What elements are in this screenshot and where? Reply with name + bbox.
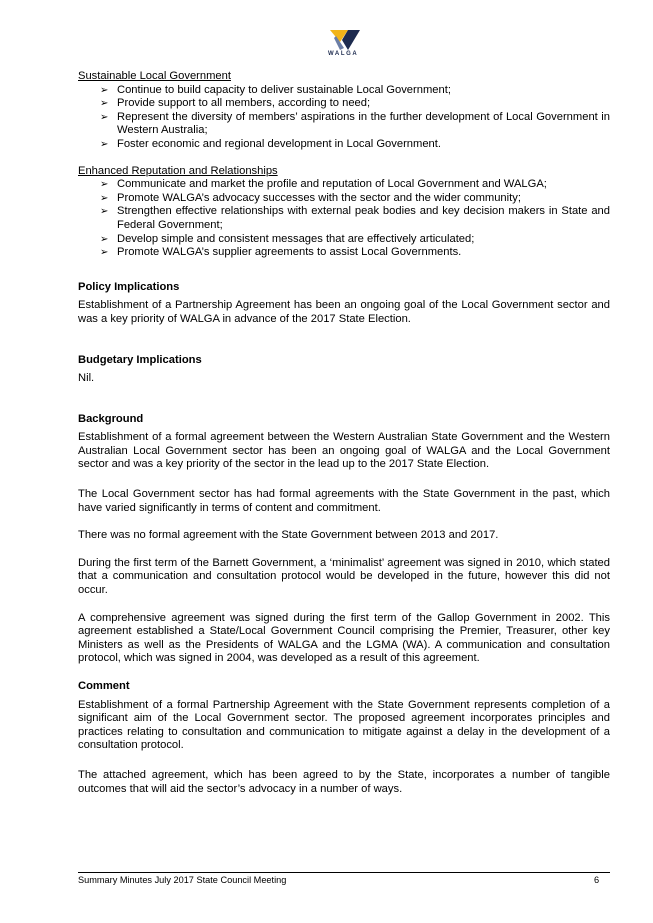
list-item: ➢ Communicate and market the profile and reputation of Local Government and WALGA; xyxy=(100,178,547,191)
list-item: ➢ Strengthen effective relationships with external peak bodies and key decision makers in State and Federal Government; xyxy=(100,205,610,231)
sustainable-list xyxy=(78,84,610,152)
heading-policy-implications: Policy Implications xyxy=(78,280,180,293)
background-paragraph: During the first term of the Barnett Government, a ‘minimalist’ agreement was signed in 2010, which stated that a communication and consultation protocol would be developed in the future, however this did not occur. xyxy=(78,556,610,597)
background-paragraph: There was no formal agreement with the State Government between 2013 and 2017. xyxy=(78,529,499,542)
background-paragraph: A comprehensive agreement was signed during the first term of the Gallop Government in 2002. This agreement established a State/Local Government Council comprising the Premier, Treasurer, other key Ministers as well as the Presidents of WALGA and the LGMA (WA). A communication and consultation protocol, which was signed in 2004, was developed as a result of this agreement. xyxy=(78,611,610,665)
arrow-bullet-icon: ➢ xyxy=(100,233,109,245)
list-item: ➢ Represent the diversity of members’ aspirations in the further development of Local Government in Western Australia; xyxy=(100,110,610,137)
arrow-bullet-icon: ➢ xyxy=(100,98,109,110)
policy-text: Establishment of a Partnership Agreement has been an ongoing goal of the Local Government sector and was a key priority of WALGA in advance of the 2017 State Election. xyxy=(78,299,610,325)
arrow-bullet-icon: ➢ xyxy=(100,206,109,218)
arrow-bullet-icon: ➢ xyxy=(100,179,109,191)
arrow-bullet-icon: ➢ xyxy=(100,111,109,123)
comment-paragraph: The attached agreement, which has been agreed to by the State, incorporates a number of tangible outcomes that will aid the sector’s advocacy in a number of ways. xyxy=(78,768,610,795)
arrow-bullet-icon: ➢ xyxy=(100,192,109,204)
list-item: ➢ Foster economic and regional development in Local Government. xyxy=(100,137,441,150)
heading-comment: Comment xyxy=(78,680,130,692)
background-paragraph: Establishment of a formal agreement between the Western Australian State Government and the Western Australian Local Government sector has been an ongoing goal of WALGA and the Local Government sector and was a key priority of the sector in the lead up to the 2017 State Election. xyxy=(78,431,610,471)
arrow-bullet-icon: ➢ xyxy=(100,247,109,259)
logo-text: WALGA xyxy=(328,51,359,57)
heading-background: Background xyxy=(78,412,144,425)
footer-divider xyxy=(78,872,610,873)
budget-text: Nil. xyxy=(78,372,95,385)
section-title-sustainable: Sustainable Local Government xyxy=(78,70,231,82)
list-item: ➢ Develop simple and consistent messages that are effectively articulated; xyxy=(100,232,475,245)
arrow-bullet-icon: ➢ xyxy=(100,84,109,96)
list-item: ➢ Continue to build capacity to deliver sustainable Local Government; xyxy=(100,83,451,96)
main-content xyxy=(78,70,610,796)
list-item: ➢ Promote WALGA’s advocacy successes with the sector and the wider community; xyxy=(100,191,521,204)
list-item: ➢ Promote WALGA’s supplier agreements to assist Local Governments. xyxy=(100,246,462,259)
heading-budgetary-implications: Budgetary Implications xyxy=(78,353,202,366)
reputation-list xyxy=(78,178,610,260)
list-item: ➢ Provide support to all members, according to need; xyxy=(100,97,371,110)
section-title-reputation: Enhanced Reputation and Relationships xyxy=(78,164,278,177)
footer-title: Summary Minutes July 2017 State Council Meeting xyxy=(78,875,287,885)
page-number: 6 xyxy=(594,875,600,885)
background-paragraph: The Local Government sector has had formal agreements with the State Government in the past, which have varied significantly in terms of content and commitment. xyxy=(78,488,610,514)
arrow-bullet-icon: ➢ xyxy=(100,138,109,150)
comment-paragraph: Establishment of a formal Partnership Agreement with the State Government represents completion of a significant aim of the Local Government sector. The proposed agreement incorporates principles and practices relating to consultation and communication to mitigate against a delay in the development of a consultation protocol. xyxy=(78,698,610,752)
